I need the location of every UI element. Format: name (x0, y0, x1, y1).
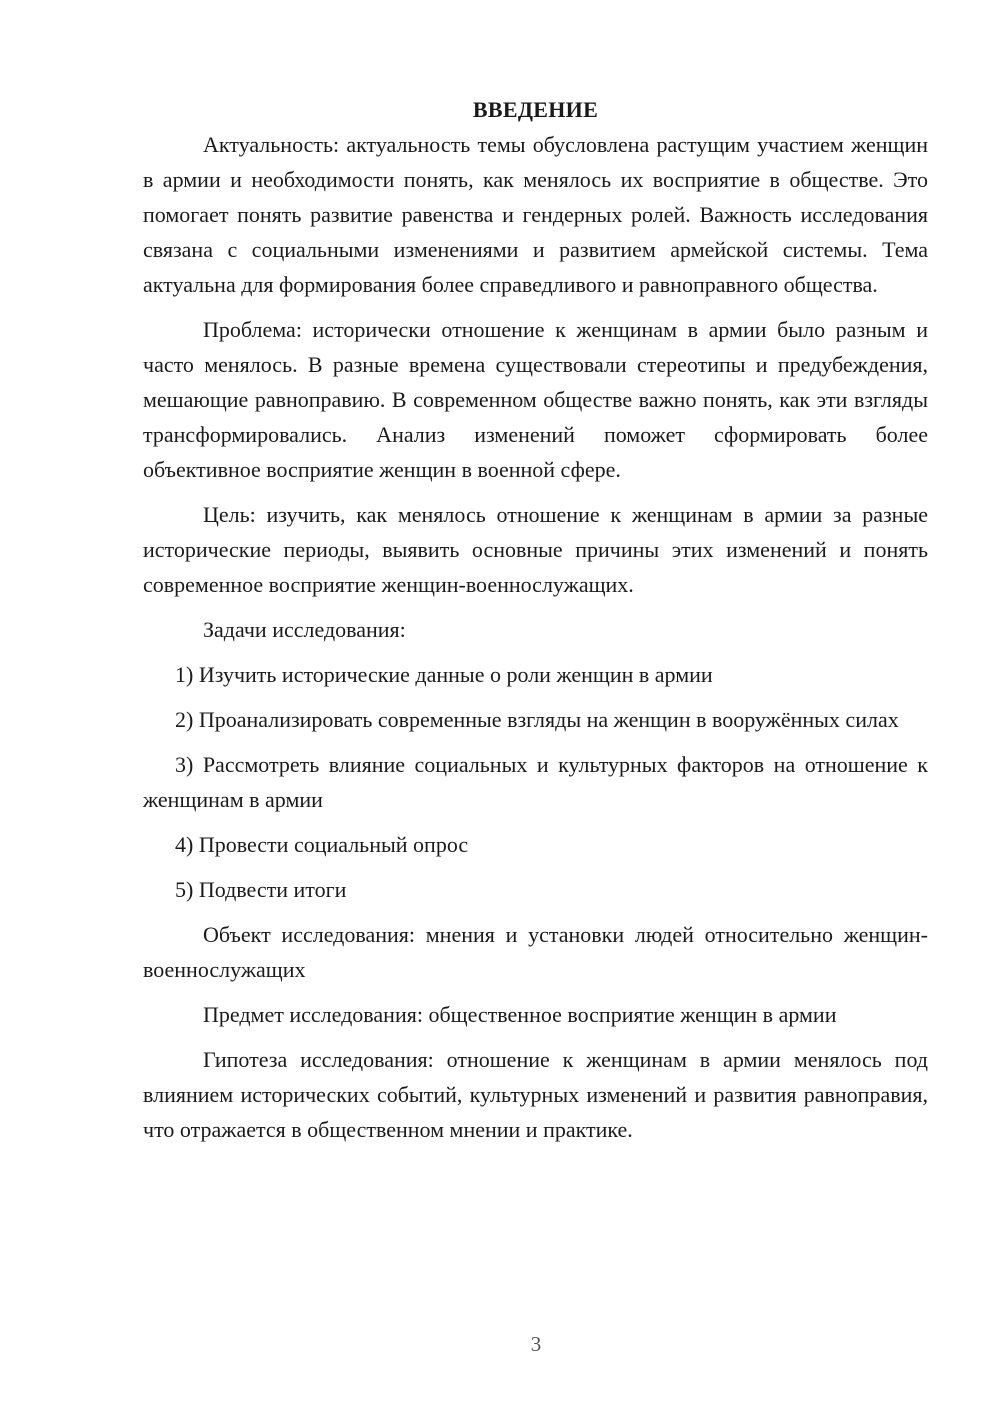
task-item: 2) Проанализировать современные взгляды на женщин в вооружённых силах (175, 707, 899, 732)
relevance-paragraph: Актуальность: актуальность темы обусловлена растущим участием женщин в армии и необходимости понять, как менялось их восприятие в обществе. Это помогает понять развитие равенства и гендерных ролей. Важность исследования связана с социальными изменениями и развитием армейской системы. Тема актуальна для формирования более справедливого и равноправного общества. (143, 132, 928, 297)
object-paragraph: Объект исследования: мнения и установки людей относительно женщин-военнослужащих (143, 922, 928, 982)
hypothesis-paragraph: Гипотеза исследования: отношение к женщинам в армии менялось под влиянием исторических событий, культурных изменений и развития равноправия, что отражается в общественном мнении и практике. (143, 1047, 928, 1142)
subject-paragraph: Предмет исследования: общественное восприятие женщин в армии (203, 1002, 837, 1027)
task-item: 4) Провести социальный опрос (175, 832, 469, 857)
tasks-title: Задачи исследования: (203, 617, 406, 642)
problem-paragraph: Проблема: исторически отношение к женщинам в армии было разным и часто менялось. В разные времена существовали стереотипы и предубеждения, мешающие равноправию. В современном обществе важно понять, как эти взгляды трансформировались. Анализ изменений поможет сформировать более объективное восприятие женщин в военной сфере. (143, 317, 928, 482)
page-title: ВВЕДЕНИЕ (472, 97, 599, 122)
goal-paragraph: Цель: изучить, как менялось отношение к женщинам в армии за разные исторические периоды, выявить основные причины этих изменений и понять современное восприятие женщин-военнослужащих. (143, 502, 928, 597)
page-number: 3 (530, 1332, 542, 1356)
task-item: 1) Изучить исторические данные о роли женщин в армии (175, 662, 713, 687)
document-page (143, 92, 928, 1147)
task-item: 5) Подвести итоги (175, 877, 347, 902)
task-item: 3) Рассмотреть влияние социальных и культурных факторов на отношение к женщинам в армии (143, 752, 928, 812)
